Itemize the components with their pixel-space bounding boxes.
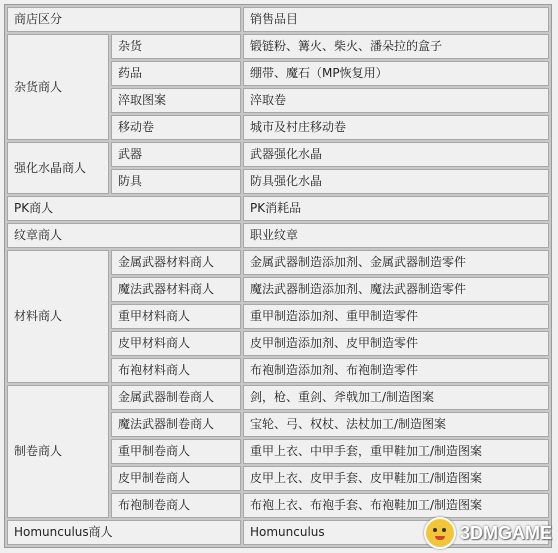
items-cell: 职业纹章	[243, 223, 549, 248]
sub-category-cell: 魔法武器材料商人	[111, 277, 241, 302]
header-items: 销售品目	[243, 7, 549, 32]
table-row	[7, 250, 549, 275]
items-cell: 剑，枪、重剑、斧戟加工/制造图案	[243, 385, 549, 410]
table-row	[7, 223, 549, 248]
sub-category-cell: 皮甲材料商人	[111, 331, 241, 356]
sub-category-cell: 武器	[111, 142, 241, 167]
sub-category-cell: 杂货	[111, 34, 241, 59]
sub-category-cell: 皮甲制卷商人	[111, 466, 241, 491]
site-watermark	[424, 517, 552, 549]
items-cell: 皮甲制造添加剂、皮甲制造零件	[243, 331, 549, 356]
sub-category-cell: 淬取图案	[111, 88, 241, 113]
table-row	[7, 196, 549, 221]
category-cell: 杂货商人	[7, 34, 109, 140]
table-row	[7, 34, 549, 59]
sub-category-cell: 魔法武器制卷商人	[111, 412, 241, 437]
items-cell: 布袍制造添加剂、布袍制造零件	[243, 358, 549, 383]
sub-category-cell: 金属武器材料商人	[111, 250, 241, 275]
mascot-logo-icon	[424, 517, 456, 549]
category-cell: 强化水晶商人	[7, 142, 109, 194]
items-cell: 宝轮、弓、权杖、法杖加工/制造图案	[243, 412, 549, 437]
items-cell: Homunculus	[243, 520, 549, 545]
items-cell: 皮甲上衣、皮甲手套、皮甲鞋加工/制造图案	[243, 466, 549, 491]
table-header-row	[7, 7, 549, 32]
items-cell: 布袍上衣、布袍手套、布袍鞋加工/制造图案	[243, 493, 549, 518]
shop-table	[4, 4, 552, 548]
items-cell: 锻链粉、篝火、柴火、潘朵拉的盒子	[243, 34, 549, 59]
sub-category-cell: 防具	[111, 169, 241, 194]
category-cell: 制卷商人	[7, 385, 109, 518]
sub-category-cell: 重甲材料商人	[111, 304, 241, 329]
items-cell: PK消耗品	[243, 196, 549, 221]
items-cell: 魔法武器制造添加剂、魔法武器制造零件	[243, 277, 549, 302]
items-cell: 绷带、魔石（MP恢复用）	[243, 61, 549, 86]
sub-category-cell: 药品	[111, 61, 241, 86]
items-cell: 武器强化水晶	[243, 142, 549, 167]
sub-category-cell: 布袍材料商人	[111, 358, 241, 383]
category-cell: PK商人	[7, 196, 241, 221]
table-row	[7, 385, 549, 410]
items-cell: 城市及村庄移动卷	[243, 115, 549, 140]
sub-category-cell: 布袍制卷商人	[111, 493, 241, 518]
sub-category-cell: 移动卷	[111, 115, 241, 140]
category-cell: 纹章商人	[7, 223, 241, 248]
table-row	[7, 142, 549, 167]
items-cell: 重甲制造添加剂、重甲制造零件	[243, 304, 549, 329]
shop-table-container	[4, 4, 552, 548]
items-cell: 重甲上衣、中甲手套，重甲鞋加工/制造图案	[243, 439, 549, 464]
category-cell: 材料商人	[7, 250, 109, 383]
items-cell: 金属武器制造添加剂、金属武器制造零件	[243, 250, 549, 275]
header-shop-category: 商店区分	[7, 7, 241, 32]
watermark-text: 3DMGAME	[459, 522, 552, 543]
category-cell: Homunculus商人	[7, 520, 241, 545]
items-cell: 淬取卷	[243, 88, 549, 113]
items-cell: 防具强化水晶	[243, 169, 549, 194]
sub-category-cell: 金属武器制卷商人	[111, 385, 241, 410]
sub-category-cell: 重甲制卷商人	[111, 439, 241, 464]
